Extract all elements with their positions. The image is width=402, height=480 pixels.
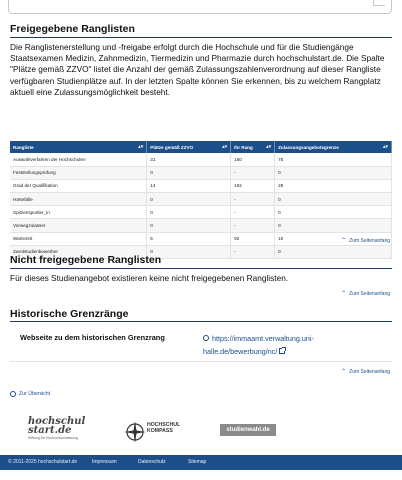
cell-plaetze: 0	[147, 166, 231, 179]
cell-rangliste: Zweitstudienbewerber	[10, 245, 147, 258]
section-title-historische: Historische Grenzränge	[10, 308, 129, 320]
historical-rank-row	[10, 322, 392, 362]
cell-plaetze: 31	[147, 153, 231, 166]
cell-rang: -	[231, 166, 275, 179]
back-arrow-icon	[10, 391, 16, 397]
external-link-icon	[279, 348, 285, 354]
chevron-up-icon: ⌃	[341, 369, 347, 375]
cell-plaetze: 0	[147, 206, 231, 219]
footer-impressum-link[interactable]: Impressum	[92, 459, 117, 465]
section-description-nicht-freigegebene: Für dieses Studienangebot existieren keine nicht freigegebenen Ranglisten.	[10, 273, 289, 283]
panel-corner	[373, 0, 385, 6]
chevron-up-icon: ⌃	[341, 238, 347, 244]
ranglisten-table	[10, 141, 392, 259]
section-title-nicht-freigegebene: Nicht freigegebene Ranglisten	[10, 254, 162, 266]
table-row	[10, 153, 392, 166]
cell-rang: -	[231, 219, 275, 232]
cell-rang: -	[231, 245, 275, 258]
table-row	[10, 232, 392, 245]
compass-icon	[123, 420, 147, 444]
cell-rangliste: Feststellungsprüfung	[10, 166, 147, 179]
cell-rang: -	[231, 193, 275, 206]
cell-plaetze: 14	[147, 179, 231, 192]
historical-rank-link[interactable]: https://immaamt.verwaltung.uni- halle.de/bewerbung/nc/	[203, 334, 314, 356]
table-row	[10, 193, 392, 206]
overview-link[interactable]: Zur Übersicht	[10, 391, 50, 397]
back-to-top-link[interactable]: ⌃ Zum Seitenanfang	[341, 290, 390, 297]
column-header-grenze[interactable]: Zulassungsangebotsgrenze ▴▾	[275, 141, 392, 153]
hochschulkompass-logo[interactable]: HOCHSCHUL KOMPASS	[123, 420, 185, 444]
cell-rang: 92	[231, 232, 275, 245]
cell-rang: 160	[231, 153, 275, 166]
cell-plaetze: 5	[147, 232, 231, 245]
section-divider	[10, 268, 392, 269]
cell-plaetze: 0	[147, 219, 231, 232]
footer-copyright: © 2011-2025 hochschulstart.de	[8, 459, 78, 465]
sort-icon: ▴▾	[266, 144, 272, 150]
cell-rangliste: Vorwegzulasser	[10, 219, 147, 232]
cell-rangliste: Wartezeit	[10, 232, 147, 245]
cell-plaetze: 0	[147, 193, 231, 206]
sort-icon: ▴▾	[382, 144, 388, 150]
chevron-up-icon: ⌃	[341, 291, 347, 297]
table-row	[10, 179, 392, 192]
cell-rang: 162	[231, 179, 275, 192]
table-row	[10, 206, 392, 219]
previous-panel-frame	[8, 0, 392, 14]
sort-icon: ▴▾	[138, 144, 144, 150]
table-row	[10, 166, 392, 179]
back-to-top-link[interactable]: ⌃ Zum Seitenanfang	[341, 237, 390, 244]
column-header-rangliste[interactable]: Rangliste ▴▾	[10, 141, 147, 153]
sort-icon: ▴▾	[222, 144, 228, 150]
cell-rangliste: Härtefälle	[10, 193, 147, 206]
column-header-rang[interactable]: Ihr Rang ▴▾	[231, 141, 275, 153]
cell-rangliste: Grad der Qualifikation	[10, 179, 147, 192]
cell-grenze: 75	[275, 153, 392, 166]
cell-grenze: 10	[275, 232, 392, 245]
cell-grenze: 0	[275, 206, 392, 219]
back-to-top-link[interactable]: ⌃ Zum Seitenanfang	[341, 368, 390, 375]
footer-sitemap-link[interactable]: Sitemap	[188, 459, 207, 465]
cell-grenze: 0	[275, 166, 392, 179]
footer-bar	[0, 455, 402, 470]
cell-grenze: 28	[275, 179, 392, 192]
studienwahl-logo[interactable]: studienwahl.de	[220, 424, 276, 436]
table-header-row	[10, 141, 392, 153]
cell-rangliste: Spitzensportler_in	[10, 206, 147, 219]
hochschulstart-logo[interactable]: hochschul start.de Stiftung für Hochschulzulassung	[28, 416, 86, 440]
cell-rangliste: Auswahlverfahren der Hochschulen	[10, 153, 147, 166]
section-title-freigegebene: Freigegebene Ranglisten	[10, 23, 135, 35]
cell-plaetze: 0	[147, 245, 231, 258]
section-divider	[10, 37, 392, 38]
column-header-plaetze[interactable]: Plätze gemäß ZZVO ▴▾	[147, 141, 231, 153]
cell-grenze: 0	[275, 193, 392, 206]
section-description-freigegebene: Die Ranglistenerstellung und -freigabe erfolgt durch die Hochschule und für die Studiengänge Staatsexamen Medizin, Zahnmedizin, Tiermedizin und Pharmazie durch hochschulstart.de. Die Spalte "Plätze gemäß ZZVO" listet die Anzahl der gemäß Zulassungszahlenverordnung auf dieser Rangliste verfügbaren Studienplätze auf. In der letzten Spalte können Sie erkennen, bis zu welchem Rangplatz aktuell eine Zulassungsmöglichkeit besteht.	[10, 42, 385, 97]
link-bullet-icon	[203, 335, 209, 341]
cell-rang: -	[231, 206, 275, 219]
cell-grenze: 0	[275, 219, 392, 232]
historical-rank-label: Webseite zu dem historischen Grenzrang	[20, 333, 165, 342]
cell-grenze: 0	[275, 245, 392, 258]
table-row	[10, 219, 392, 232]
footer-datenschutz-link[interactable]: Datenschutz	[138, 459, 166, 465]
